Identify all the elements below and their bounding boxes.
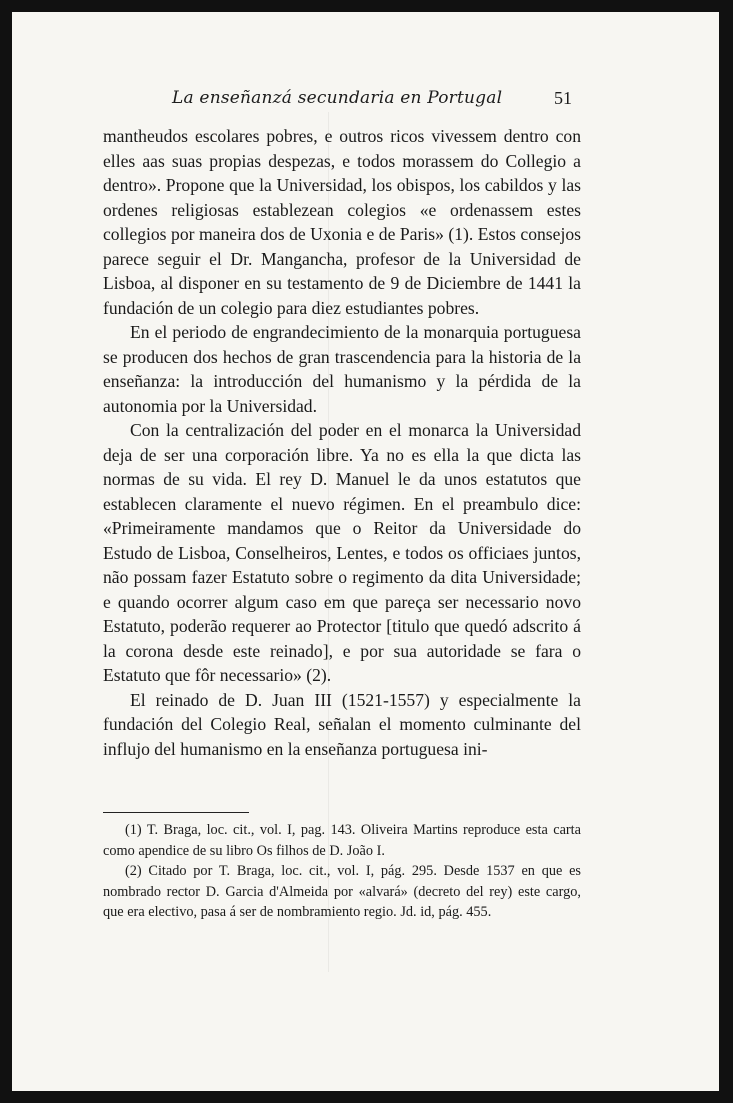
running-head <box>12 88 719 114</box>
running-title: La enseñanzá secundaria en Portugal <box>172 88 503 108</box>
body-text <box>103 124 581 761</box>
paragraph: En el periodo de engrandecimiento de la monarquia portuguesa se producen dos hechos de gran trascendencia para la historia de la enseñanza: la introducción del humanismo y la pérdida de la autonomia por la Universidad. <box>103 322 581 416</box>
footnotes <box>103 820 581 923</box>
footnote: (2) Citado por T. Braga, loc. cit., vol. I, pág. 295. Desde 1537 en que es nombrado rector D. Garcia d'Almeida por «alvará» (decreto del rey) este cargo, que era electivo, pasa á ser de nombramiento regio. Jd. id, pág. 455. <box>103 863 581 920</box>
footnote-divider <box>103 812 249 813</box>
book-page <box>12 12 719 1091</box>
paragraph: mantheudos escolares pobres, e outros ricos vivessem dentro con elles aas suas propias despezas, e todos morassem do Collegio a dentro». Propone que la Universidad, los obispos, los cabildos y las ordenes religiosas establezean colegios «e ordenassem estes collegios por maneira dos de Uxonia e de Paris» (1). Estos consejos parece seguir el Dr. Mangancha, profesor de la Universidad de Lisboa, al disponer en su testamento de 9 de Diciembre de 1441 la fundación de un colegio para diez estudiantes pobres. <box>103 126 581 318</box>
footnote: (1) T. Braga, loc. cit., vol. I, pag. 143. Oliveira Martins reproduce esta carta como apendice de su libro Os filhos de D. João I. <box>103 822 581 859</box>
paragraph: Con la centralización del poder en el monarca la Universidad deja de ser una corporación libre. Ya no es ella la que dicta las normas de su vida. El rey D. Manuel le da unos estatutos que establecen claramente el nuevo régimen. En el preambulo dice: «Primeiramente mandamos que o Reitor da Universidade do Estudo de Lisboa, Conselheiros, Lentes, e todos os officiaes juntos, não possam fazer Estatuto sobre o regimento da dita Universidade; e quando ocorrer algum caso em que pareça ser necessario novo Estatuto, poderão requerer ao Protector [titulo que quedó adscrito á la corona desde este reinado], e por sua autoridade se fara o Estatuto que fôr necessario» (2). <box>103 420 581 685</box>
page-number: 51 <box>554 88 572 108</box>
paragraph: El reinado de D. Juan III (1521-1557) y especialmente la fundación del Colegio Real, señalan el momento culminante del influjo del humanismo en la enseñanza portuguesa ini- <box>103 689 581 759</box>
